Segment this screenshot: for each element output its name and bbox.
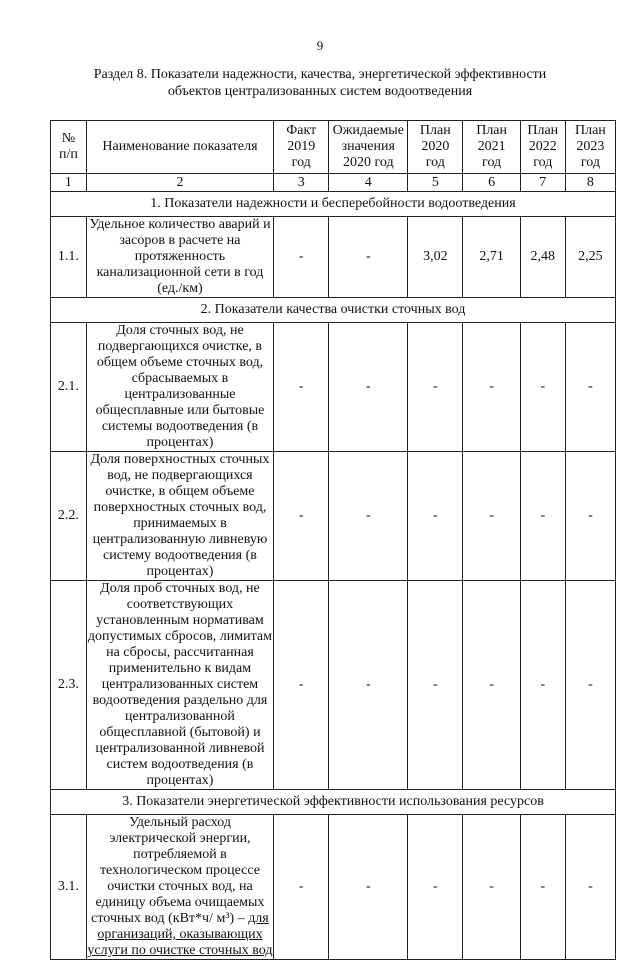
value-cell: -	[274, 581, 329, 790]
value-cell: -	[463, 581, 520, 790]
value-cell: 2,48	[520, 217, 565, 298]
indicator-name: Доля сточных вод, не подвергающихся очистке, в общем объеме сточных вод, сбрасываемых в централизованные общесплавные или бытовые системы водоотведения (в процентах)	[86, 323, 273, 452]
value-cell: -	[274, 815, 329, 960]
col-number: 8	[565, 174, 615, 192]
value-cell: -	[520, 581, 565, 790]
value-cell: -	[520, 452, 565, 581]
value-cell: -	[408, 815, 463, 960]
table-row	[51, 217, 616, 298]
indicators-table	[50, 120, 616, 960]
value-cell: -	[329, 815, 408, 960]
header-row	[51, 121, 616, 174]
col-number: 6	[463, 174, 520, 192]
value-cell: 2,71	[463, 217, 520, 298]
value-cell: -	[274, 217, 329, 298]
row-number: 2.1.	[51, 323, 87, 452]
page-number: 9	[316, 38, 324, 53]
indicator-name	[86, 815, 273, 960]
indicator-name: Удельное количество аварий и засоров в расчете на протяженность канализационной сети в год (ед./км)	[86, 217, 273, 298]
title-line-1: Раздел 8. Показатели надежности, качества, энергетической эффективности	[93, 67, 547, 82]
value-cell: -	[565, 581, 615, 790]
header-name: Наименование показателя	[86, 121, 273, 174]
header-plan-2021: План 2021 год	[463, 121, 520, 174]
section-row	[51, 192, 616, 217]
section-heading: 1. Показатели надежности и бесперебойности водоотведения	[51, 192, 616, 217]
header-plan-2020: План 2020 год	[408, 121, 463, 174]
column-numbers-row	[51, 174, 616, 192]
value-cell: -	[329, 323, 408, 452]
indicator-name: Доля поверхностных сточных вод, не подвергающихся очистке, в общем объеме поверхностных сточных вод, принимаемых в централизованную ливневую систему водоотведения (в процентах)	[86, 452, 273, 581]
row-number: 2.3.	[51, 581, 87, 790]
section-heading: 2. Показатели качества очистки сточных вод	[51, 298, 616, 323]
col-number: 2	[86, 174, 273, 192]
indicator-name: Доля проб сточных вод, не соответствующих установленным нормативам допустимых сбросов, лимитам на сбросы, рассчитанная применительно к видам централизованных систем водоотведения раздельно для централизованной общесплавной (бытовой) и централизованной ливневой систем водоотведения (в процентах)	[87, 581, 272, 788]
header-plan-2023: План 2023 год	[565, 121, 615, 174]
value-cell: -	[463, 323, 520, 452]
value-cell: -	[408, 452, 463, 581]
col-number: 5	[408, 174, 463, 192]
value-cell: -	[565, 452, 615, 581]
indicator-name-underlined: для организаций, оказывающих услуги по очистке сточных вод	[87, 911, 273, 958]
header-fact-2019: Факт 2019 год	[274, 121, 329, 174]
header-num: № п/п	[51, 121, 87, 174]
col-number: 7	[520, 174, 565, 192]
value-cell: -	[329, 581, 408, 790]
title-line-2: объектов централизованных систем водоотведения	[167, 84, 473, 99]
value-cell: -	[463, 452, 520, 581]
col-number: 3	[274, 174, 329, 192]
value-cell: -	[565, 815, 615, 960]
value-cell: -	[329, 217, 408, 298]
value-cell: -	[274, 323, 329, 452]
table-row	[51, 452, 616, 581]
header-expected-2020: Ожидаемые значения 2020 год	[329, 121, 408, 174]
value-cell: -	[520, 815, 565, 960]
table-row	[51, 323, 616, 452]
row-number: 2.2.	[51, 452, 87, 581]
value-cell: -	[408, 323, 463, 452]
value-cell: -	[520, 323, 565, 452]
value-cell: -	[565, 323, 615, 452]
row-number: 1.1.	[51, 217, 87, 298]
section-title	[40, 66, 600, 100]
table-row	[51, 815, 616, 960]
section-heading: 3. Показатели энергетической эффективности использования ресурсов	[51, 790, 616, 815]
section-row	[51, 790, 616, 815]
value-cell: -	[329, 452, 408, 581]
value-cell: 3,02	[408, 217, 463, 298]
header-plan-2022: План 2022 год	[520, 121, 565, 174]
value-cell: 2,25	[565, 217, 615, 298]
indicator-name-text: Удельный расход электрической энергии, потребляемой в технологическом процессе очистки сточных вод, на единицу объема очищаемых сточных вод (кВт*ч/ м³) –	[91, 815, 265, 926]
col-number: 1	[51, 174, 87, 192]
value-cell: -	[408, 581, 463, 790]
table-row	[51, 581, 616, 790]
value-cell: -	[274, 452, 329, 581]
col-number: 4	[329, 174, 408, 192]
row-number: 3.1.	[51, 815, 87, 960]
section-row	[51, 298, 616, 323]
value-cell: -	[463, 815, 520, 960]
